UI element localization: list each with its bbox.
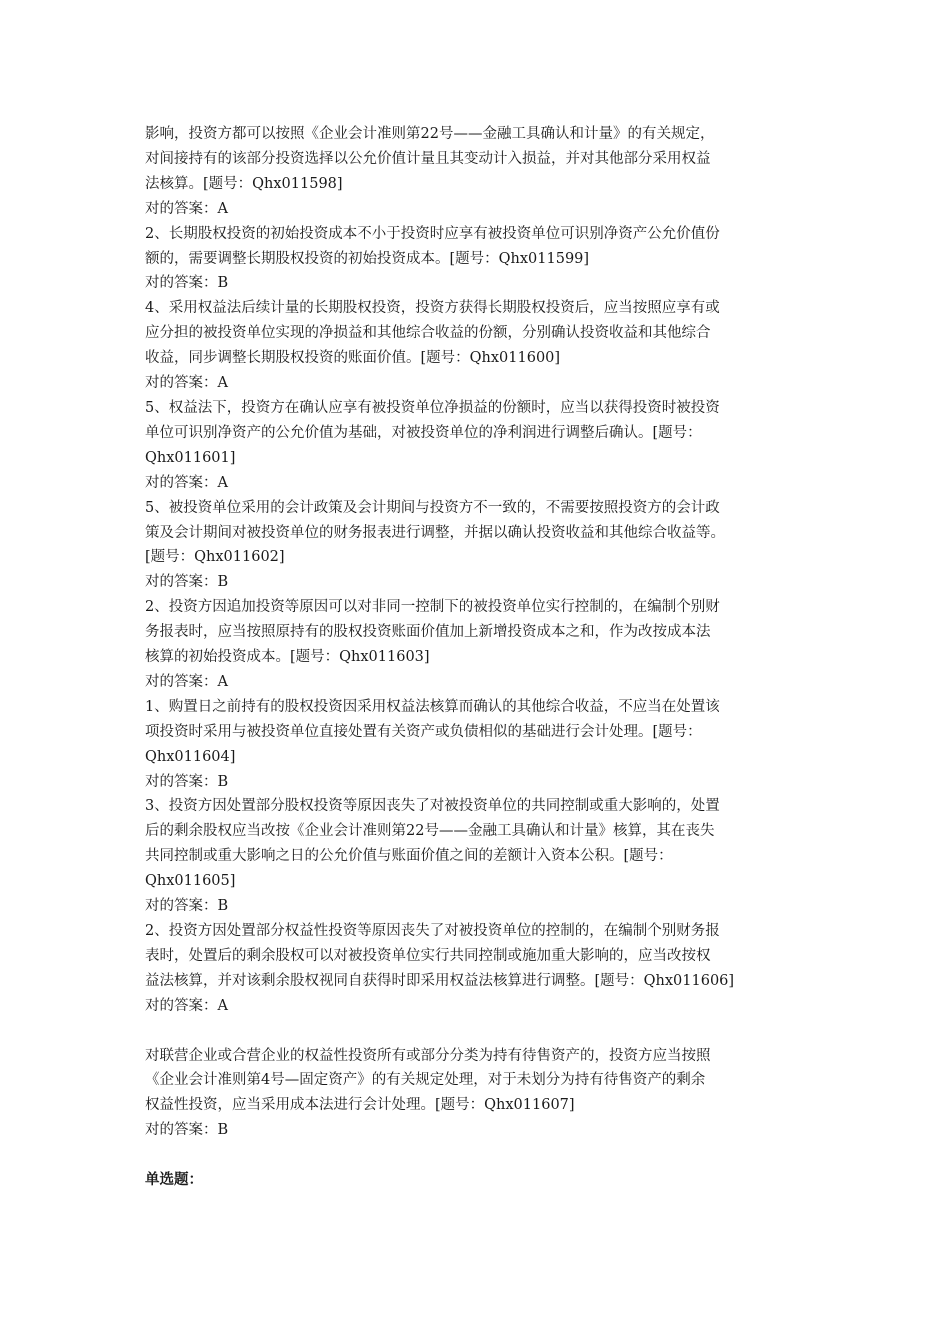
section-heading: 单选题： <box>145 1172 203 1189</box>
answer-text: 对的答案：B <box>145 898 229 915</box>
answer-text: 对的答案：B <box>145 1122 229 1139</box>
answer-text: 对的答案：A <box>145 200 228 217</box>
question-text: 5、被投资单位采用的会计政策及会计期间与投资方不一致的，不需要按照投资方的会计政 策及会计期间对被投资单位的财务报表进行调整，并据以确认投资收益和其他综合收益等。 [题号：Qhx011602] <box>145 499 725 566</box>
answer-text: 对的答案：B <box>145 773 229 790</box>
paragraph-gap <box>145 1019 813 1044</box>
answer-text: 对的答案：A <box>145 375 228 392</box>
document-page <box>145 122 813 1193</box>
question-text: 3、投资方因处置部分股权投资等原因丧失了对被投资单位的共同控制或重大影响的，处置 后的剩余股权应当改按《企业会计准则第22号——金融工具确认和计量》核算，其在丧失 共同控制或重大影响之日的公允价值与账面价值之间的差额计入资本公积。[题号： Qhx011605] <box>145 798 720 890</box>
question-text: 2、投资方因追加投资等原因可以对非同一控制下的被投资单位实行控制的，在编制个别财 务报表时，应当按照原持有的股权投资账面价值加上新增投资成本之和，作为改按成本法 核算的初始投资成本。[题号：Qhx011603] <box>145 599 720 666</box>
answer-text: 对的答案：A <box>145 997 228 1014</box>
question-text: 5、权益法下，投资方在确认应享有被投资单位净损益的份额时，应当以获得投资时被投资 单位可识别净资产的公允价值为基础，对被投资单位的净利润进行调整后确认。[题号： Qhx011601] <box>145 399 720 466</box>
question-text: 对联营企业或合营企业的权益性投资所有或部分分类为持有待售资产的，投资方应当按照 《企业会计准则第4号—固定资产》的有关规定处理，对于未划分为持有待售资产的剩余 权益性投资，应当采用成本法进行会计处理。[题号：Qhx011607] <box>145 1047 711 1114</box>
answer-text: 对的答案：A <box>145 673 228 690</box>
question-text: 影响，投资方都可以按照《企业会计准则第22号——金融工具确认和计量》的有关规定， 对间接持有的该部分投资选择以公允价值计量且其变动计入损益，并对其他部分采用权益 法核算。[题号：Qhx011598] <box>145 126 715 192</box>
question-text: 4、采用权益法后续计量的长期股权投资，投资方获得长期股权投资后，应当按照应享有或 应分担的被投资单位实现的净损益和其他综合收益的份额，分别确认投资收益和其他综合 收益，同步调整长期股权投资的账面价值。[题号：Qhx011600] <box>145 300 720 367</box>
paragraph-gap <box>145 1143 813 1168</box>
question-text: 2、投资方因处置部分权益性投资等原因丧失了对被投资单位的控制的，在编制个别财务报 表时，处置后的剩余股权可以对被投资单位实行共同控制或施加重大影响的，应当改按权 益法核算，并对该剩余股权视同自获得时即采用权益法核算进行调整。[题号：Qhx011606] <box>145 923 735 989</box>
answer-text: 对的答案：B <box>145 574 229 591</box>
answer-text: 对的答案：A <box>145 474 228 491</box>
question-text: 2、长期股权投资的初始投资成本不小于投资时应享有被投资单位可识别净资产公允价值份 额的，需要调整长期股权投资的初始投资成本。[题号：Qhx011599] <box>145 225 720 267</box>
answer-text: 对的答案：B <box>145 275 229 292</box>
question-text: 1、购置日之前持有的股权投资因采用权益法核算而确认的其他综合收益，不应当在处置该 项投资时采用与被投资单位直接处置有关资产或负债相似的基础进行会计处理。[题号： Qhx011604] <box>145 698 720 765</box>
